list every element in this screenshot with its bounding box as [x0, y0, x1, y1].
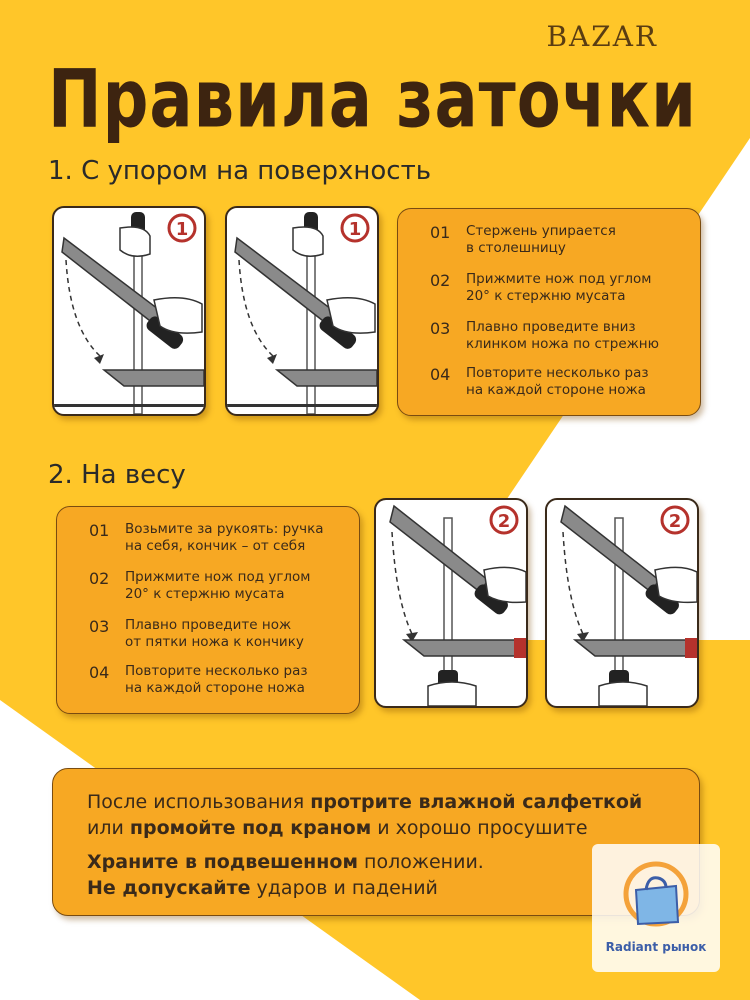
- step-badge-1: 1: [175, 219, 189, 240]
- illustration-panel: [374, 498, 528, 708]
- step-number: 03: [430, 319, 451, 338]
- step-text: Повторите несколько раз на каждой стороне ножа: [125, 663, 308, 696]
- step-badge-2: 2: [668, 511, 682, 532]
- step-text: Прижмите нож под углом 20° к стержню мусата: [125, 569, 311, 602]
- note-text: или: [87, 817, 130, 839]
- step-item: [89, 569, 310, 603]
- knife-rod-illustration: [54, 208, 204, 414]
- page-title: Правила заточки: [48, 54, 697, 147]
- illustration-panel: [52, 206, 206, 416]
- note-line-4: [87, 875, 438, 901]
- illustration-panel: [545, 498, 699, 708]
- section-1-title: 1. С упором на поверхность: [48, 156, 432, 186]
- step-number: 04: [89, 663, 110, 682]
- section-2-title: 2. На весу: [48, 460, 186, 490]
- step-item: [430, 271, 651, 305]
- step-item: [430, 223, 616, 257]
- step-text: Плавно проведите нож от пятки ножа к кончику: [125, 617, 304, 650]
- note-emphasis: Не допускайте: [87, 877, 251, 899]
- note-emphasis: Храните в подвешенном: [87, 851, 359, 873]
- step-badge-2: 2: [497, 511, 511, 532]
- watermark: [592, 844, 720, 972]
- knife-rod-hanging-illustration: [376, 500, 526, 706]
- note-line-3: [87, 849, 484, 875]
- steps-box-2: [56, 506, 360, 714]
- note-text: и хорошо просушите: [371, 817, 588, 839]
- step-badge-1: 1: [348, 219, 362, 240]
- note-line-2: [87, 815, 588, 841]
- steps-box-1: [397, 208, 701, 416]
- shopping-bag-icon: [592, 844, 720, 940]
- note-emphasis: промойте под краном: [129, 817, 372, 839]
- step-number: 02: [89, 569, 110, 588]
- brand-logo: BAZAR: [546, 20, 658, 53]
- step-text: Повторите несколько раз на каждой стороне ножа: [466, 365, 649, 398]
- note-emphasis: протрите влажной салфеткой: [310, 791, 643, 813]
- illustration-panel: [225, 206, 379, 416]
- note-text: ударов и падений: [250, 877, 438, 899]
- step-text: Плавно проведите вниз клинком ножа по стрежню: [466, 319, 659, 352]
- step-number: 01: [89, 521, 110, 540]
- note-line-1: [87, 789, 642, 815]
- knife-rod-illustration: [227, 208, 377, 414]
- step-number: 03: [89, 617, 110, 636]
- note-text: После использования: [87, 791, 311, 813]
- step-item: [89, 663, 308, 697]
- step-item: [89, 617, 304, 651]
- step-number: 02: [430, 271, 451, 290]
- step-item: [430, 365, 649, 399]
- note-text: положении.: [358, 851, 484, 873]
- step-text: Прижмите нож под углом 20° к стержню мусата: [466, 271, 652, 304]
- step-item: [89, 521, 324, 555]
- step-text: Стержень упирается в столешницу: [466, 223, 616, 256]
- watermark-text: Radiant рынок: [605, 940, 707, 954]
- step-item: [430, 319, 659, 353]
- step-number: 01: [430, 223, 451, 242]
- step-number: 04: [430, 365, 451, 384]
- knife-rod-hanging-illustration: [547, 500, 697, 706]
- step-text: Возьмите за рукоять: ручка на себя, кончик – от себя: [125, 521, 324, 554]
